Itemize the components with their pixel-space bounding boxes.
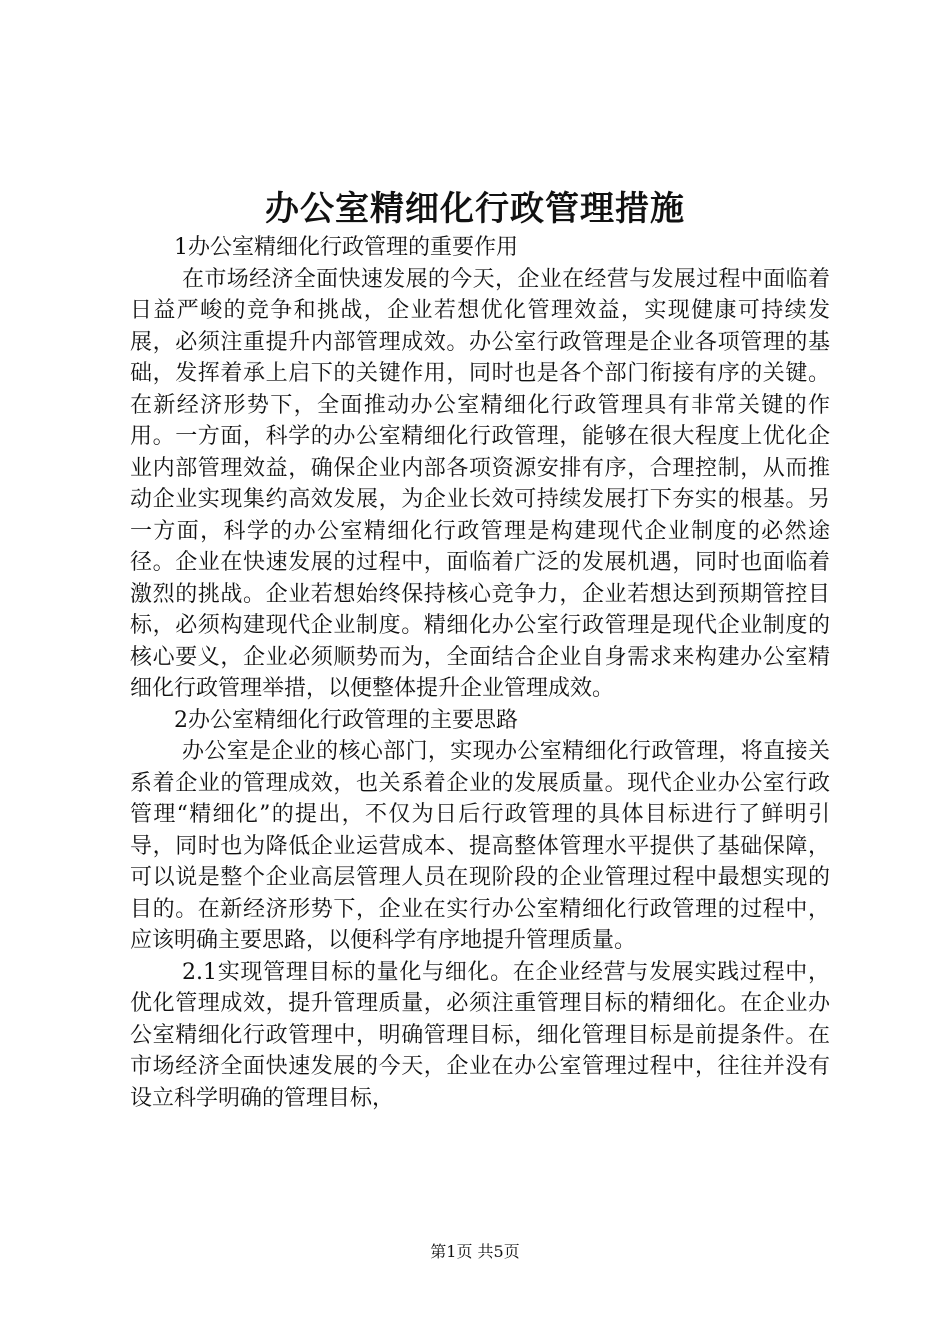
paragraph: 2.1实现管理目标的量化与细化。在企业经营与发展实践过程中，优化管理成效，提升管理质量，必须注重管理目标的精细化。在企业办公室精细化行政管理中，明确管理目标，细化管理目标是前提条件。在市场经济全面快速发展的今天，企业在办公室管理过程中，往往并没有设立科学明确的管理目标， [130, 959, 830, 1111]
page-footer: 第1页 共5页 [430, 1242, 520, 1261]
section-heading-1: 1办公室精细化行政管理的重要作用 [174, 235, 518, 260]
section-heading-2: 2办公室精细化行政管理的主要思路 [174, 707, 518, 733]
document-title: 办公室精细化行政管理措施 [265, 189, 685, 229]
paragraph: 在市场经济全面快速发展的今天，企业在经营与发展过程中面临着日益严峻的竞争和挑战，企业若想优化管理效益，实现健康可持续发展，必须注重提升内部管理成效。办公室行政管理是企业各项管理的基础，发挥着承上启下的关键作用，同时也是各个部门衔接有序的关键。在新经济形势下，全面推动办公室精细化行政管理具有非常关键的作用。一方面，科学的办公室精细化行政管理，能够在很大程度上优化企业内部管理效益，确保企业内部各项资源安排有序，合理控制，从而推动企业实现集约高效发展，为企业长效可持续发展打下夯实的根基。另一方面，科学的办公室精细化行政管理是构建现代企业制度的必然途径。企业在快速发展的过程中，面临着广泛的发展机遇，同时也面临着激烈的挑战。企业若想始终保持核心竞争力，企业若想达到预期管控目标，必须构建现代企业制度。精细化办公室行政管理是现代企业制度的核心要义，企业必须顺势而为，全面结合企业自身需求来构建办公室精细化行政管理举措，以便整体提升企业管理成效。 [130, 266, 830, 701]
paragraph: 办公室是企业的核心部门，实现办公室精细化行政管理，将直接关系着企业的管理成效，也关系着企业的发展质量。现代企业办公室行政管理“精细化”的提出，不仅为日后行政管理的具体目标进行了鲜明引导，同时也为降低企业运营成本、提高整体管理水平提供了基础保障，可以说是整个企业高层管理人员在现阶段的企业管理过程中最想实现的目的。在新经济形势下，企业在实行办公室精细化行政管理的过程中，应该明确主要思路，以便科学有序地提升管理质量。 [130, 739, 830, 953]
document-body [130, 232, 830, 1114]
